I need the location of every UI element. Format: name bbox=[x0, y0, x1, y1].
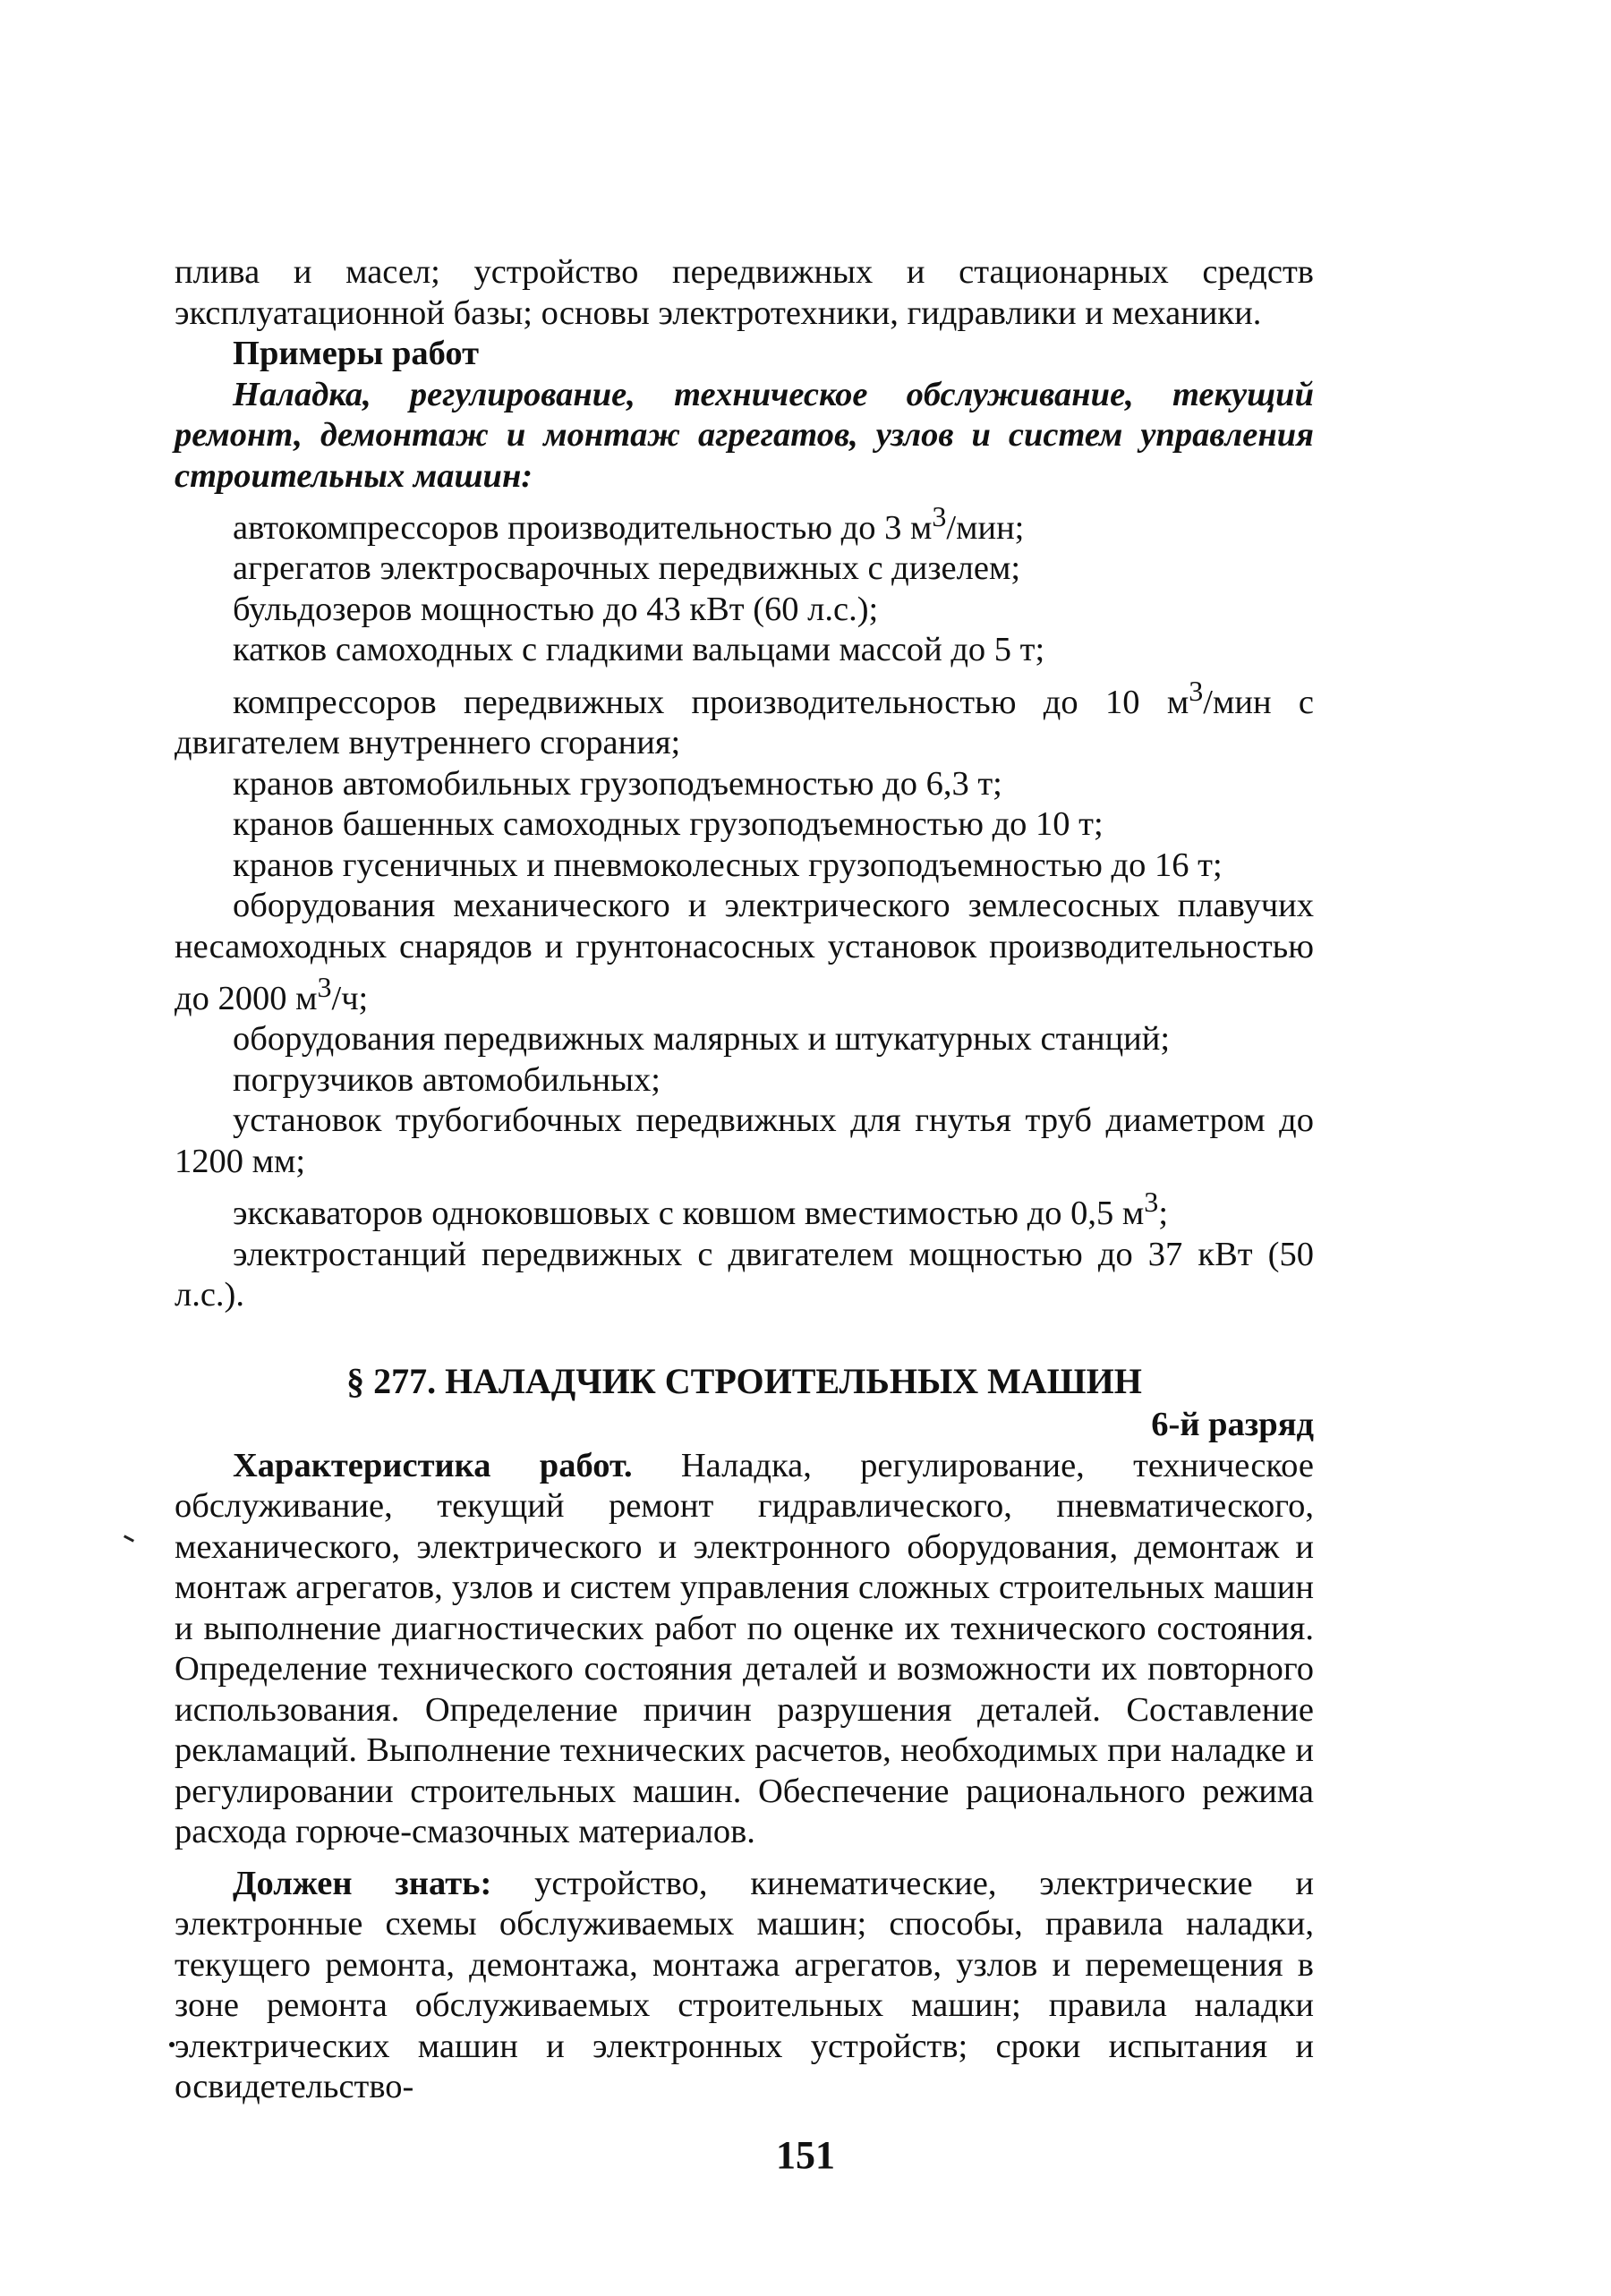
list-item: установок трубогибочных передвижных для гнутья труб диаметром до 1200 мм; bbox=[175, 1101, 1314, 1180]
list-item: погрузчиков автомобильных; bbox=[233, 1060, 661, 1099]
grade-label: 6-й разряд bbox=[1151, 1406, 1314, 1444]
list-item: кранов гусеничных и пневмоколесных грузоподъемностью до 16 т; bbox=[233, 846, 1223, 884]
scan-dot bbox=[169, 2042, 175, 2047]
characteristics-paragraph bbox=[175, 1446, 1314, 1853]
list-item: агрегатов электросварочных передвижных с дизелем; bbox=[233, 549, 1021, 588]
section-title: § 277. НАЛАДЧИК СТРОИТЕЛЬНЫХ МАШИН bbox=[346, 1360, 1142, 1401]
page-body bbox=[175, 252, 1314, 2108]
examples-intro: Наладка, регулирование, техническое обслуживание, текущий ремонт, демонтаж и монтаж агрегатов, узлов и систем управления строительных машин: bbox=[175, 375, 1314, 495]
examples-list bbox=[175, 497, 1314, 1316]
characteristics-label: Характеристика работ. bbox=[233, 1446, 633, 1484]
must-know-paragraph bbox=[175, 1864, 1314, 2108]
list-item: кранов башенных самоходных грузоподъемностью до 10 т; bbox=[233, 805, 1104, 844]
list-item: катков самоходных с гладкими вальцами массой до 5 т; bbox=[233, 631, 1045, 669]
list-item: оборудования передвижных малярных и штукатурных станций; bbox=[233, 1020, 1171, 1059]
list-item: компрессоров передвижных производительностью до 10 $м^3$/мин с двигателем внутреннего сгорания; bbox=[175, 674, 1314, 762]
characteristics-text: Наладка, регулирование, техническое обслуживание, текущий ремонт гидравлического, пневматического, механического, электрического и электронного оборудования, демонтаж и монтаж агрегатов, узлов и систем управления сложных строительных машин и выполнение диагностических работ по оценке их технического состояния. Определение технического состояния деталей и возможности их повторного использования. Определение причин разрушения деталей. Составление рекламаций. Выполнение технических расчетов, необходимых при наладке и регулировании строительных машин. Обеспечение рационального режима расхода горюче-смазочных материалов. bbox=[175, 1446, 1314, 1851]
must-know-label: Должен знать: bbox=[233, 1864, 492, 1902]
scan-mark bbox=[124, 1535, 134, 1542]
must-know-text: устройство, кинематические, электрические и электронные схемы обслуживаемых машин; способы, правила наладки, текущего ремонта, демонтажа, монтажа агрегатов, узлов и перемещения в зоне ремонта обслуживаемых строительных машин; правила наладки электрических машин и электронных устройств; сроки испытания и освидетельство- bbox=[175, 1864, 1314, 2106]
list-item: оборудования механического и электрического землесосных плавучих несамоходных снарядов и грунтонасосных установок производительностью до 2000 $м^3/ч$; bbox=[175, 887, 1314, 1017]
page-number: 151 bbox=[776, 2133, 835, 2177]
list-item: электростанций передвижных с двигателем мощностью до 37 кВт (50 л.с.). bbox=[175, 1235, 1314, 1314]
list-item: бульдозеров мощностью до 43 кВт (60 л.с.); bbox=[233, 590, 879, 628]
examples-heading: Примеры работ bbox=[233, 335, 480, 372]
continuation-text: плива и масел; устройство передвижных и стационарных средств эксплуатационной базы; основы электротехники, гидравлики и механики. bbox=[175, 253, 1314, 332]
list-item: кранов автомобильных грузоподъемностью до 6,3 т; bbox=[233, 764, 1002, 803]
list-item: автокомпрессоров производительностью до 3 $м^3$/мин; bbox=[233, 500, 1025, 547]
list-item: экскаваторов одноковшовых с ковшом вместимостью до 0,5 $м^3$; bbox=[233, 1186, 1169, 1233]
